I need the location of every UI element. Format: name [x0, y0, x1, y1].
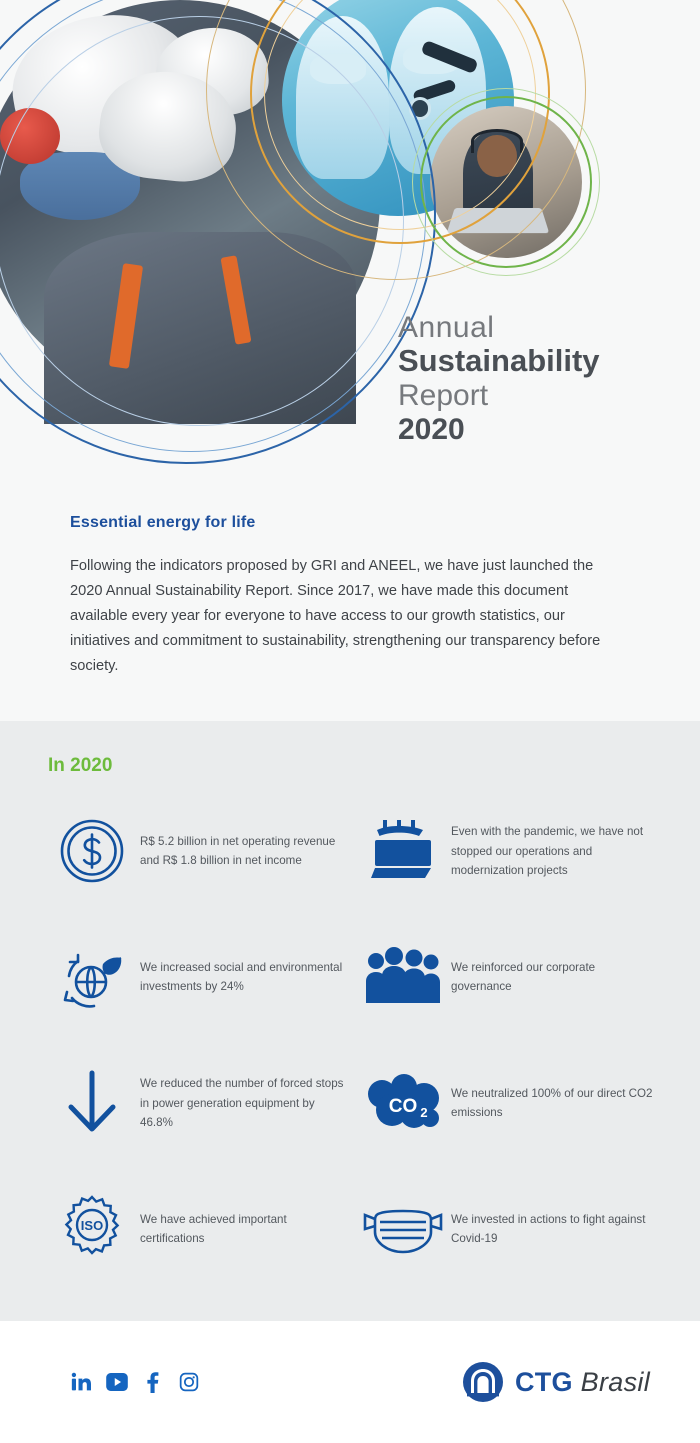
youtube-icon[interactable]: [106, 1371, 128, 1393]
jacket-decor: [44, 232, 356, 424]
highlight-text: We reinforced our corporate governance: [451, 960, 596, 994]
highlight-text: We invested in actions to fight against Covid-19: [451, 1212, 646, 1246]
highlight-text: Even with the pandemic, we have not stopped our operations and modernization projects: [451, 824, 644, 878]
footer-section: [0, 1321, 700, 1443]
linkedin-icon[interactable]: [70, 1371, 92, 1393]
highlight-item-covid: [355, 1181, 656, 1277]
highlight-item-revenue: [44, 803, 345, 899]
highlight-text: We increased social and environmental investments by 24%: [140, 960, 343, 994]
highlight-item-governance: [355, 929, 656, 1025]
intro-section: [0, 490, 700, 721]
highlight-item-certifications: [44, 1181, 345, 1277]
svg-text:2: 2: [420, 1105, 428, 1121]
helmet-decor: [153, 24, 271, 120]
lab-mask-decor-1: [310, 54, 366, 84]
highlight-item-investments: [44, 929, 345, 1025]
calendar-icon: [355, 818, 451, 884]
glove-decor: [0, 108, 60, 164]
hero-section: [0, 0, 700, 490]
highlight-item-pandemic: [355, 803, 656, 899]
intro-paragraph: Following the indicators proposed by GRI and ANEEL, we have just launched the 2020 Annual Sustainability Report. Since 2017, we have made this document available every year for everyone to have access to our growth statistics, our initiatives and commitment to sustainability, strengthening our transparency before society.: [70, 558, 601, 675]
ctg-mark-icon: [461, 1360, 505, 1404]
highlight-text: We have achieved important certifications: [140, 1212, 287, 1246]
researcher-decor-1: [296, 16, 389, 178]
facebook-icon[interactable]: [142, 1371, 164, 1393]
people-group-icon: [355, 945, 451, 1009]
highlight-text: R$ 5.2 billion in net operating revenue and R$ 1.8 billion in net income: [140, 834, 336, 868]
svg-text:CO: CO: [388, 1096, 418, 1118]
instagram-icon[interactable]: [178, 1371, 200, 1393]
brand-name: [515, 1367, 650, 1398]
face-mask-icon: [355, 1198, 451, 1260]
co2-cloud-icon: [355, 1072, 451, 1134]
title-line-annual: Annual: [398, 311, 495, 344]
mask-decor-b: [124, 108, 228, 172]
home-office-worker-photo: [430, 106, 582, 258]
report-title: [398, 312, 678, 445]
title-line-year: 2020: [398, 412, 465, 446]
highlights-grid: [44, 803, 656, 1277]
globe-leaf-recycle-icon: [44, 942, 140, 1012]
highlights-heading: In 2020: [48, 755, 113, 777]
iso-seal-icon: [44, 1194, 140, 1264]
highlight-text: We reduced the number of forced stops in power generation equipment by 46.8%: [140, 1076, 344, 1130]
brand-name-primary: CTG: [514, 1366, 573, 1397]
company-logo: [461, 1360, 650, 1404]
brand-name-suffix: Brasil: [572, 1366, 650, 1397]
headset-decor: [471, 129, 523, 153]
social-links: [70, 1371, 200, 1393]
highlight-item-forced-stops: [44, 1055, 345, 1151]
dollar-circle-icon: [44, 817, 140, 885]
highlight-text: We neutralized 100% of our direct CO2 emissions: [451, 1086, 653, 1120]
svg-text:ISO: ISO: [80, 1218, 104, 1234]
down-arrow-icon: [44, 1067, 140, 1139]
title-line-report: Report: [398, 379, 489, 413]
highlights-section: [0, 721, 700, 1321]
intro-heading: Essential energy for life: [70, 514, 256, 531]
highlight-item-co2: [355, 1055, 656, 1151]
title-line-sustainability: Sustainability: [398, 342, 600, 378]
laptop-decor: [447, 208, 550, 234]
